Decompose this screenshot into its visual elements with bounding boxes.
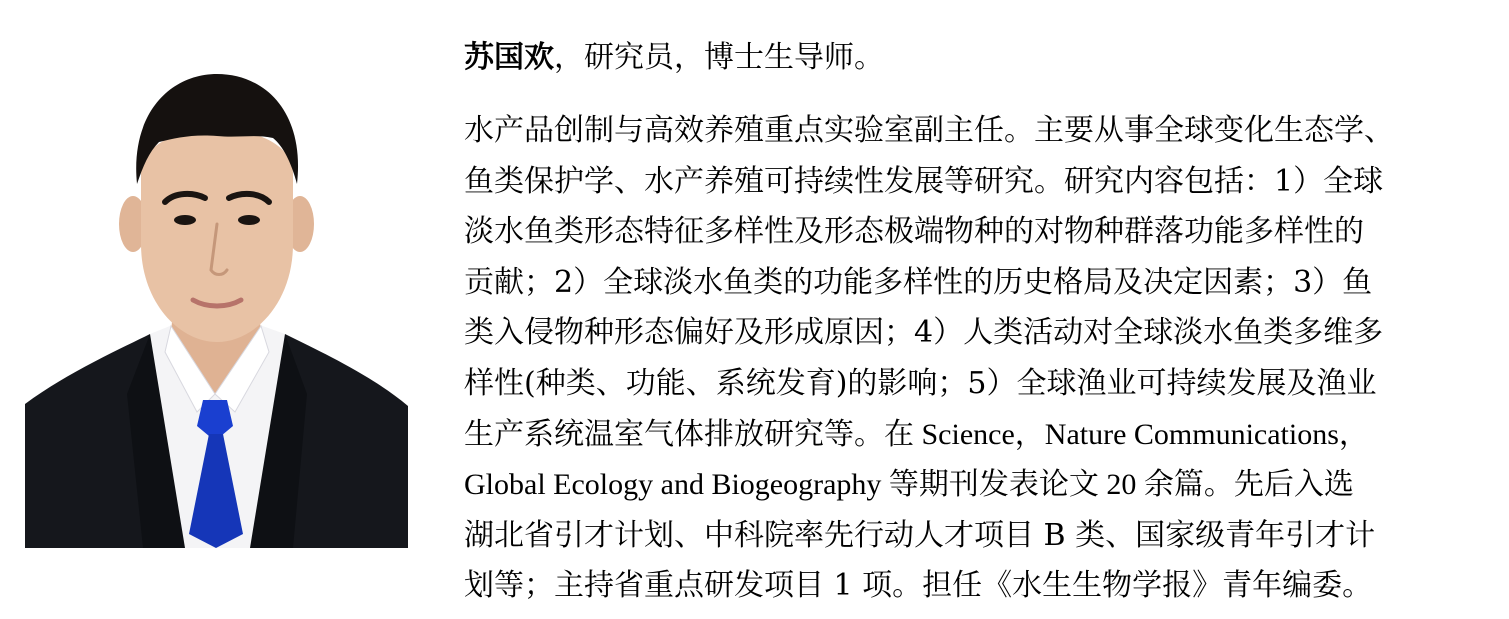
profile-text: [464, 36, 1484, 612]
bio-line-3: 淡水鱼类形态特征多样性及形态极端物种的对物种群落功能多样性的: [464, 214, 1364, 250]
portrait-illustration: [25, 34, 408, 548]
bio-line-7: 生产系统温室气体排放研究等。在 Science，Nature Communications，: [464, 417, 1369, 451]
bio-line-5: 类入侵物种形态偏好及形成原因；4）人类活动对全球淡水鱼类多维多: [464, 315, 1384, 351]
title-line: [464, 36, 1484, 80]
bio-line-1: 水产品创制与高效养殖重点实验室副主任。主要从事全球变化生态学、: [464, 113, 1394, 148]
bio-line-4: 贡献；2）全球淡水鱼类的功能多样性的历史格局及决定因素；3）鱼: [464, 264, 1373, 300]
eye-left: [174, 215, 196, 225]
bio-line-2: 鱼类保护学、水产养殖可持续性发展等研究。研究内容包括：1）全球: [464, 163, 1384, 199]
bio-line-9: 湖北省引才计划、中科院率先行动人才项目 B 类、国家级青年引才计: [464, 517, 1376, 553]
person-name: 苏国欢: [464, 40, 554, 75]
bio-line-8: Global Ecology and Biogeography 等期刊发表论文 20 余篇。先后入选: [464, 468, 1354, 502]
title-rest: ，研究员，博士生导师。: [554, 40, 884, 75]
bio-line-10: 划等；主持省重点研发项目 1 项。担任《水生生物学报》青年编委。: [464, 568, 1373, 604]
bio-line-6: 样性(种类、功能、系统发育)的影响；5）全球渔业可持续发展及渔业: [464, 365, 1377, 401]
eye-right: [238, 215, 260, 225]
portrait-photo: [25, 34, 408, 548]
